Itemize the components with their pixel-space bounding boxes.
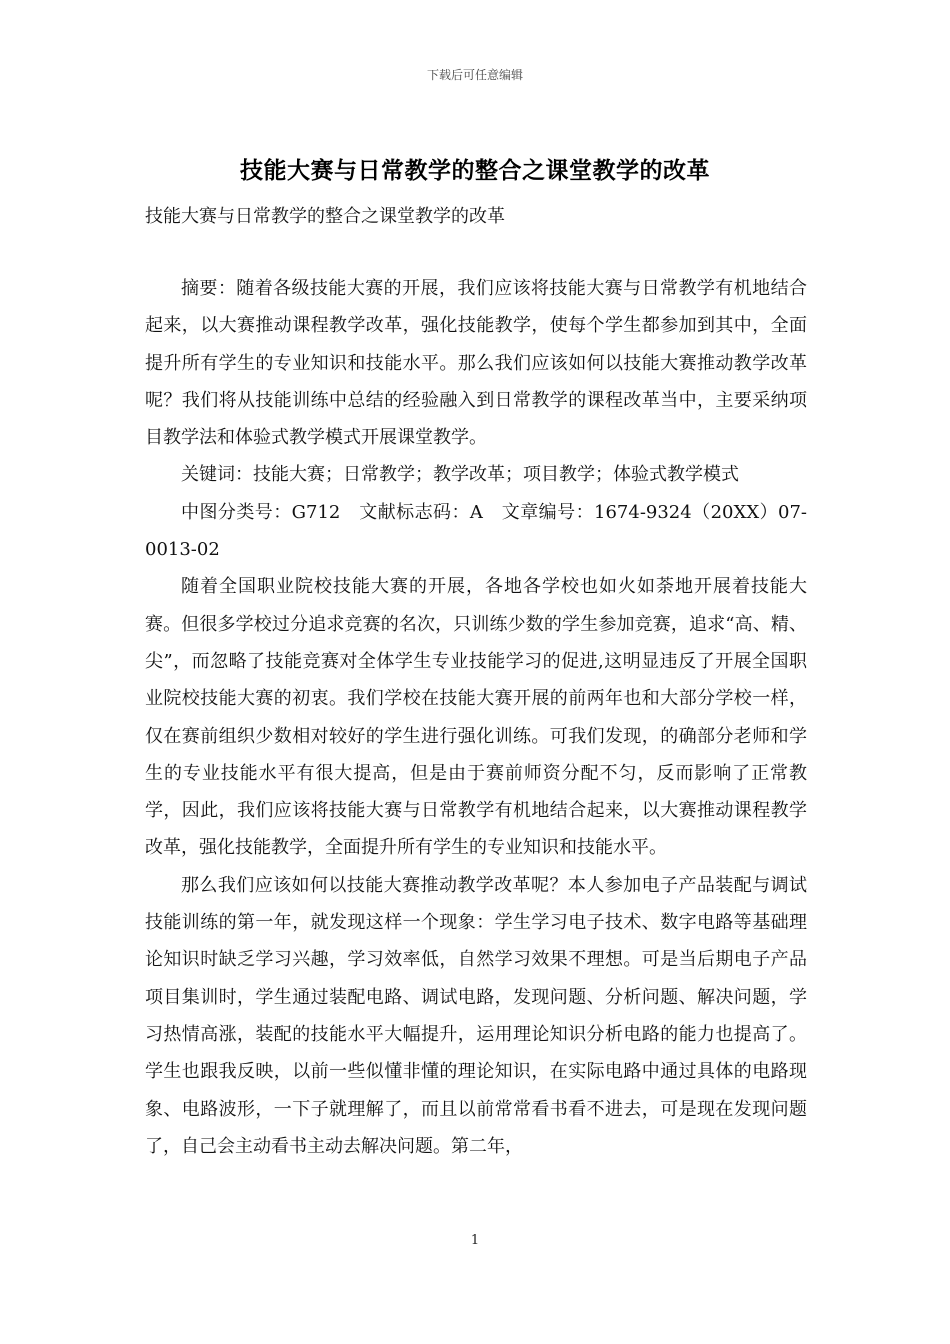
abstract-paragraph: 摘要：随着各级技能大赛的开展，我们应该将技能大赛与日常教学有机地结合起来，以大赛推动课程教学改革，强化技能教学，使每个学生都参加到其中，全面提升所有学生的专业知识和技能水平。那么我们应该如何以技能大赛推动教学改革呢？我们将从技能训练中总结的经验融入到日常教学的课程改革当中，主要采纳项目教学法和体验式教学模式开展课堂教学。 — [145, 278, 807, 449]
document-subtitle: 技能大赛与日常教学的整合之课堂教学的改革 — [145, 206, 505, 227]
page-number: 1 — [470, 1233, 480, 1248]
body-paragraph: 随着全国职业院校技能大赛的开展，各地各学校也如火如荼地开展着技能大赛。但很多学校过分追求竞赛的名次，只训练少数的学生参加竞赛，追求“高、精、尖”，而忽略了技能竞赛对全体学生专业技能学习的促进,这明显违反了开展全国职业院校技能大赛的初衷。我们学校在技能大赛开展的前两年也和大部分学校一样，仅在赛前组织少数相对较好的学生进行强化训练。可我们发现，的确部分老师和学生的专业技能水平有很大提高，但是由于赛前师资分配不匀，反而影响了正常教学，因此，我们应该将技能大赛与日常教学有机地结合起来，以大赛推动课程教学改革，强化技能教学，全面提升所有学生的专业知识和技能水平。 — [145, 576, 807, 859]
keywords-paragraph: 关键词：技能大赛；日常教学；教学改革；项目教学；体验式教学模式 — [181, 464, 739, 486]
classification-paragraph: 中图分类号：G712 文献标志码：A 文章编号：1674-9324（20XX）07-0013-02 — [145, 501, 807, 561]
document-title: 技能大赛与日常教学的整合之课堂教学的改革 — [240, 157, 710, 184]
header-note: 下载后可任意编辑 — [426, 68, 523, 82]
body-paragraph: 那么我们应该如何以技能大赛推动教学改革呢？本人参加电子产品装配与调试技能训练的第一年，就发现这样一个现象：学生学习电子技术、数字电路等基础理论知识时缺乏学习兴趣，学习效率低，自然学习效果不理想。可是当后期电子产品项目集训时，学生通过装配电路、调试电路，发现问题、分析问题、解决问题，学习热情高涨，装配的技能水平大幅提升，运用理论知识分析电路的能力也提高了。学生也跟我反映，以前一些似懂非懂的理论知识，在实际电路中通过具体的电路现象、电路波形，一下子就理解了，而且以前常常看书看不进去，可是现在发现问题了，自己会主动看书主动去解决问题。第二年， — [145, 874, 807, 1157]
document-body — [145, 270, 807, 1165]
